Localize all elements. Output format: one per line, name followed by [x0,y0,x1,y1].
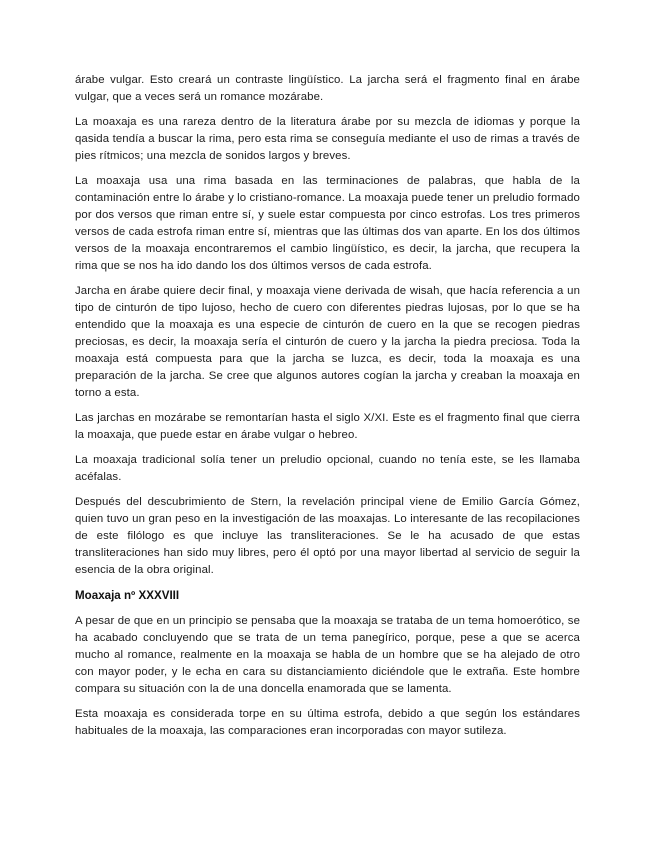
paragraph-rima-estructura: La moaxaja usa una rima basada en las terminaciones de palabras, que habla de la contaminación entre lo árabe y lo cristiano-romance. La moaxaja puede tener un preludio formado por dos versos que riman entre sí, y suele estar compuesta por cinco estrofas. Los tres primeros versos de cada estrofa riman entre sí, mientras que las últimas dos van aparte. En los dos últimos versos de la moaxaja encontraremos el cambio lingüístico, es decir, la jarcha, que recupera la rima que se nos ha ido dando los dos últimos versos de cada estrofa. [75,175,580,272]
section-heading-moaxaja-xxxviii: Moaxaja nº XXXVIII [75,589,180,602]
paragraph-moaxaja-rareza: La moaxaja es una rareza dentro de la literatura árabe por su mezcla de idiomas y porque la qasida tendía a buscar la rima, pero esta rima se conseguía mediante el uso de rimas a través de pies rítmicos; una mezcla de sonidos largos y breves. [75,116,580,162]
paragraph-tema-panegirico: A pesar de que en un principio se pensaba que la moaxaja se trataba de un tema homoerótico, se ha acabado concluyendo que se trata de un tema panegírico, porque, pese a que se acerca mucho al romance, realmente en la moaxaja se habla de un hombre que se ha alejado de otro con mayor poder, y le echa en cara su distanciamiento diciéndole que le extraña. Este hombre compara su situación con la de una doncella enamorada que se lamenta. [75,615,580,695]
paragraph-etimologia-jarcha: Jarcha en árabe quiere decir final, y moaxaja viene derivada de wisah, que hacía referencia a un tipo de cinturón de tipo lujoso, hecho de cuero con diferentes piedras lujosas, por lo que se ha entendido que la moaxaja es una especie de cinturón de cuero en la que se recogen piedras preciosas, es decir, la moaxaja sería el cinturón de cuero y la jarcha la piedra preciosa. Toda la moaxaja está compuesta para que la jarcha se luzca, es decir, toda la moaxaja es una preparación de la jarcha. Se cree que algunos autores cogían la jarcha y creaban la moaxaja en torno a esta. [75,285,580,399]
document-body [75,72,580,748]
paragraph-intro-continuation: árabe vulgar. Esto creará un contraste lingüístico. La jarcha será el fragmento final en árabe vulgar, que a veces será un romance mozárabe. [75,74,580,103]
paragraph-jarchas-mozarabe: Las jarchas en mozárabe se remontarían hasta el siglo X/XI. Este es el fragmento final que cierra la moaxaja, que puede estar en árabe vulgar o hebreo. [75,412,580,441]
paragraph-ultima-estrofa: Esta moaxaja es considerada torpe en su última estrofa, debido a que según los estándares habituales de la moaxaja, las comparaciones eran incorporadas con mayor sutileza. [75,708,580,737]
paragraph-preludio-acefalas: La moaxaja tradicional solía tener un preludio opcional, cuando no tenía este, se les llamaba acéfalas. [75,454,580,483]
paragraph-garcia-gomez: Después del descubrimiento de Stern, la revelación principal viene de Emilio García Gómez, quien tuvo un gran peso en la investigación de las moaxajas. Lo interesante de las recopilaciones de este filólogo es que incluye las transliteraciones. Se le ha acusado de que estas transliteraciones han sido muy libres, pero él optó por una mayor libertad al servicio de seguir la esencia de la obra original. [75,496,580,576]
